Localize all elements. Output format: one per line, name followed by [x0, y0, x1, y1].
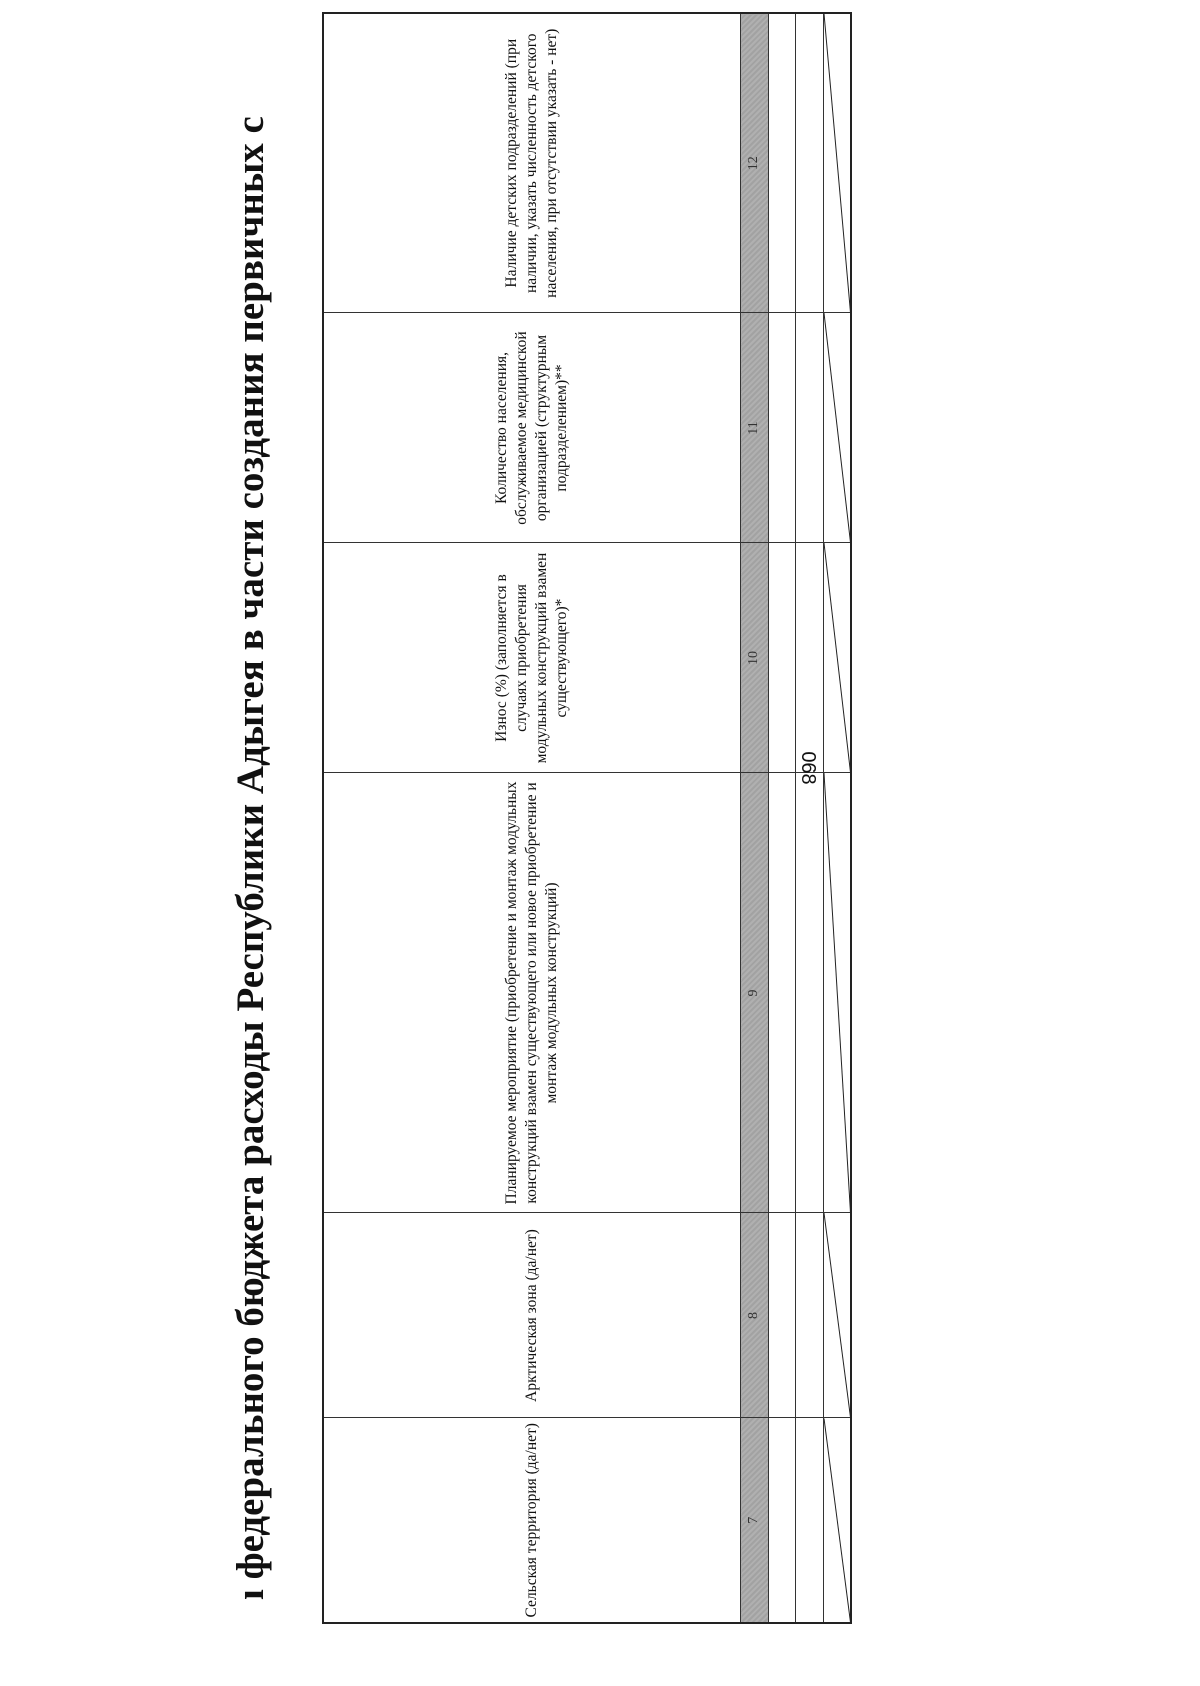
table-cell — [796, 313, 823, 543]
table-cell — [768, 1418, 795, 1623]
table-row-struck — [823, 13, 851, 1623]
strike-line-icon — [824, 1214, 850, 1418]
column-number: 8 — [741, 1213, 768, 1418]
document-title: ı федерального бюджета расходы Республики Адыгея в части создания первичных с — [229, 116, 272, 1600]
rotated-sheet — [0, 28, 1200, 1686]
column-number: 10 — [741, 543, 768, 773]
header-wear-percent: Износ (%) (заполняется в случаях приобретения модульных конструкций взамен существующего)* — [323, 543, 741, 773]
struck-cell — [823, 773, 851, 1213]
strike-line-icon — [824, 14, 850, 313]
struck-cell — [823, 1213, 851, 1418]
strike-line-icon — [824, 314, 850, 543]
data-table — [322, 12, 852, 1624]
table-cell — [768, 543, 795, 773]
table-cell — [768, 1213, 795, 1418]
column-number: 7 — [741, 1418, 768, 1623]
table-cell — [796, 1418, 823, 1623]
struck-cell — [823, 13, 851, 313]
strike-line-icon — [824, 1419, 850, 1623]
strike-line-icon — [824, 774, 850, 1213]
table-cell — [796, 13, 823, 313]
table-cell — [768, 13, 795, 313]
page-number: 068 — [797, 751, 819, 785]
table-cell — [796, 1213, 823, 1418]
table-cell — [768, 313, 795, 543]
struck-cell — [823, 1418, 851, 1623]
header-arctic-zone: Арктическая зона (да/нет) — [323, 1213, 741, 1418]
table-cell — [768, 773, 795, 1213]
header-rural-territory: Сельская территория (да/нет) — [323, 1418, 741, 1623]
table-row — [768, 13, 795, 1623]
header-row — [323, 13, 741, 1623]
column-number: 12 — [741, 13, 768, 313]
strike-line-icon — [824, 544, 850, 773]
table-row — [796, 13, 823, 1623]
column-number: 11 — [741, 313, 768, 543]
header-children-units: Наличие детских подразделений (при наличии, указать численность детского населения, при отсутствии указать - нет) — [323, 13, 741, 313]
header-population-served: Количество населения, обслуживаемое медицинской организацией (структурным подразделением)** — [323, 313, 741, 543]
struck-cell — [823, 543, 851, 773]
column-number: 9 — [741, 773, 768, 1213]
struck-cell — [823, 313, 851, 543]
table-cell — [796, 773, 823, 1213]
column-number-row — [741, 13, 768, 1623]
header-planned-measure: Планируемое мероприятие (приобретение и монтаж модульных конструкций взамен существующего или новое приобретение и монтаж модульных конструкций) — [323, 773, 741, 1213]
